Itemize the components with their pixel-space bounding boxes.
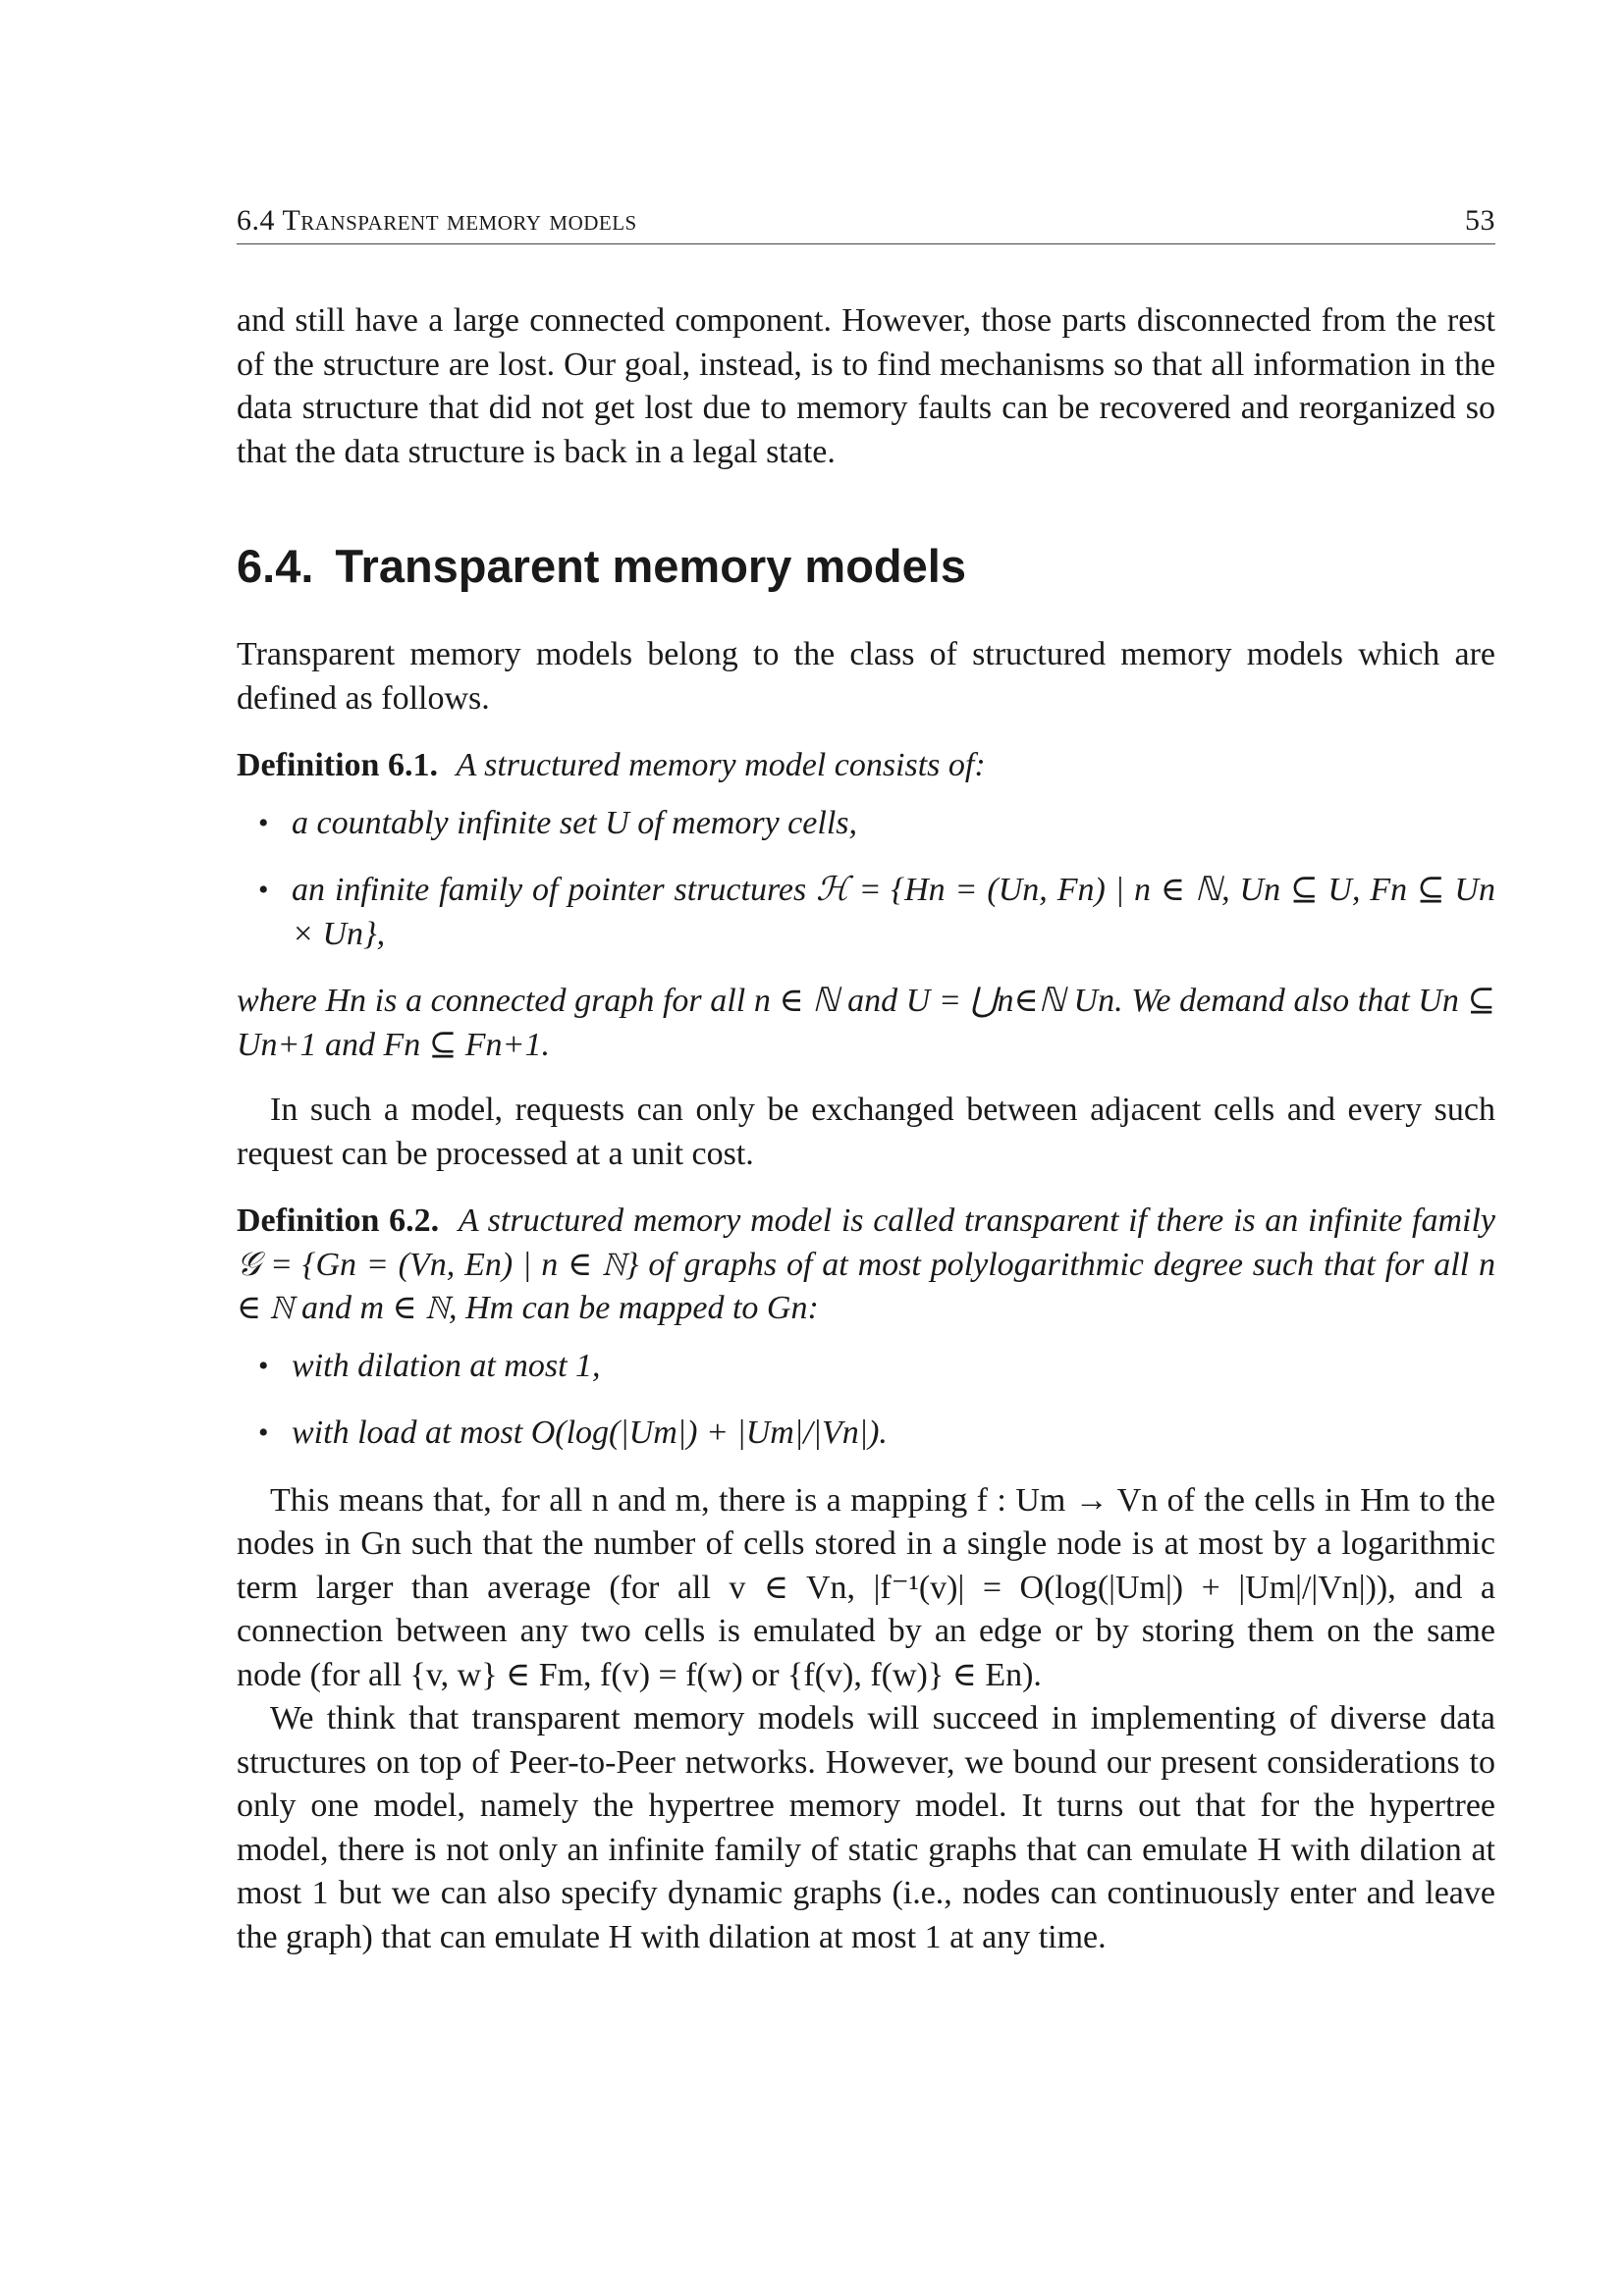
section-intro-paragraph: Transparent memory models belong to the class of structured memory models which are defined as follows. (237, 636, 1495, 717)
document-page (237, 201, 1495, 1959)
definition-item: • an infinite family of pointer structures ℋ = {Hn = (Un, Fn) | n ∈ ℕ, Un ⊆ U, Fn ⊆ Un × Un}, (292, 869, 1495, 956)
section-title: Transparent memory models (335, 540, 966, 592)
section-heading (237, 539, 1495, 594)
definition-6-2 (237, 1200, 1495, 1456)
definition-item-list (237, 802, 1495, 957)
intro-paragraph: and still have a large connected component. However, those parts disconnected from the rest of the structure are lost. Our goal, instead, is to find mechanisms so that all information in the data structure that did not get lost due to memory faults can be recovered and reorganized so that the data structure is back in a legal state. (237, 302, 1495, 470)
definition-item: • with load at most O(log(|Um|) + |Um|/|Vn|). (292, 1412, 1495, 1456)
running-header (237, 201, 1495, 244)
header-section-title: 6.4 Transparent memory models (237, 204, 637, 237)
page-body (237, 299, 1495, 1959)
definition-lead: A structured memory model consists of: (456, 747, 986, 783)
conclusion-paragraph: We think that transparent memory models will succeed in implementing of diverse data structures on top of Peer-to-Peer networks. However, we bound our present considerations to only one model, namely the hypertree memory model. It turns out that for the hypertree model, there is not only an infinite family of static graphs that can emulate H with dilation at most 1 but we can also specify dynamic graphs (i.e., nodes can continuously enter and leave the graph) that can emulate H with dilation at most 1 at any time. (237, 1700, 1495, 1955)
mapping-paragraph: This means that, for all n and m, there is a mapping f : Um → Vn of the cells in Hm to the nodes in Gn such that the number of cells stored in a single node is at most by a logarithmic term larger than average (for all v ∈ Vn, |f⁻¹(v)| = O(log(|Um|) + |Um|/|Vn|)), and a connection between any two cells is emulated by an edge or by storing them on the same node (for all {v, w} ∈ Fm, f(v) = f(w) or {f(v), f(w)} ∈ En). (237, 1481, 1495, 1693)
definition-item-list (237, 1345, 1495, 1456)
definition-item: • with dilation at most 1, (292, 1345, 1495, 1389)
section-number: 6.4. (237, 540, 314, 592)
definition-6-1 (237, 744, 1495, 1067)
definition-item: • a countably infinite set U of memory cells, (292, 802, 1495, 846)
definition-lead: A structured memory model is called transparent if there is an infinite family 𝒢 = {Gn = (Vn, En) | n ∈ ℕ} of graphs of at most polylogarithmic degree such that for all n ∈ ℕ and m ∈ ℕ, Hm can be mapped to Gn: (237, 1202, 1495, 1326)
definition-label: Definition 6.1. (237, 747, 438, 783)
page-number: 53 (1465, 204, 1495, 237)
definition-trail: where Hn is a connected graph for all n ∈ ℕ and U = ⋃n∈ℕ Un. We demand also that Un ⊆ Un+1 and Fn ⊆ Fn+1. (237, 983, 1495, 1063)
requests-paragraph: In such a model, requests can only be exchanged between adjacent cells and every such request can be processed at a unit cost. (237, 1092, 1495, 1172)
definition-label: Definition 6.2. (237, 1202, 440, 1239)
